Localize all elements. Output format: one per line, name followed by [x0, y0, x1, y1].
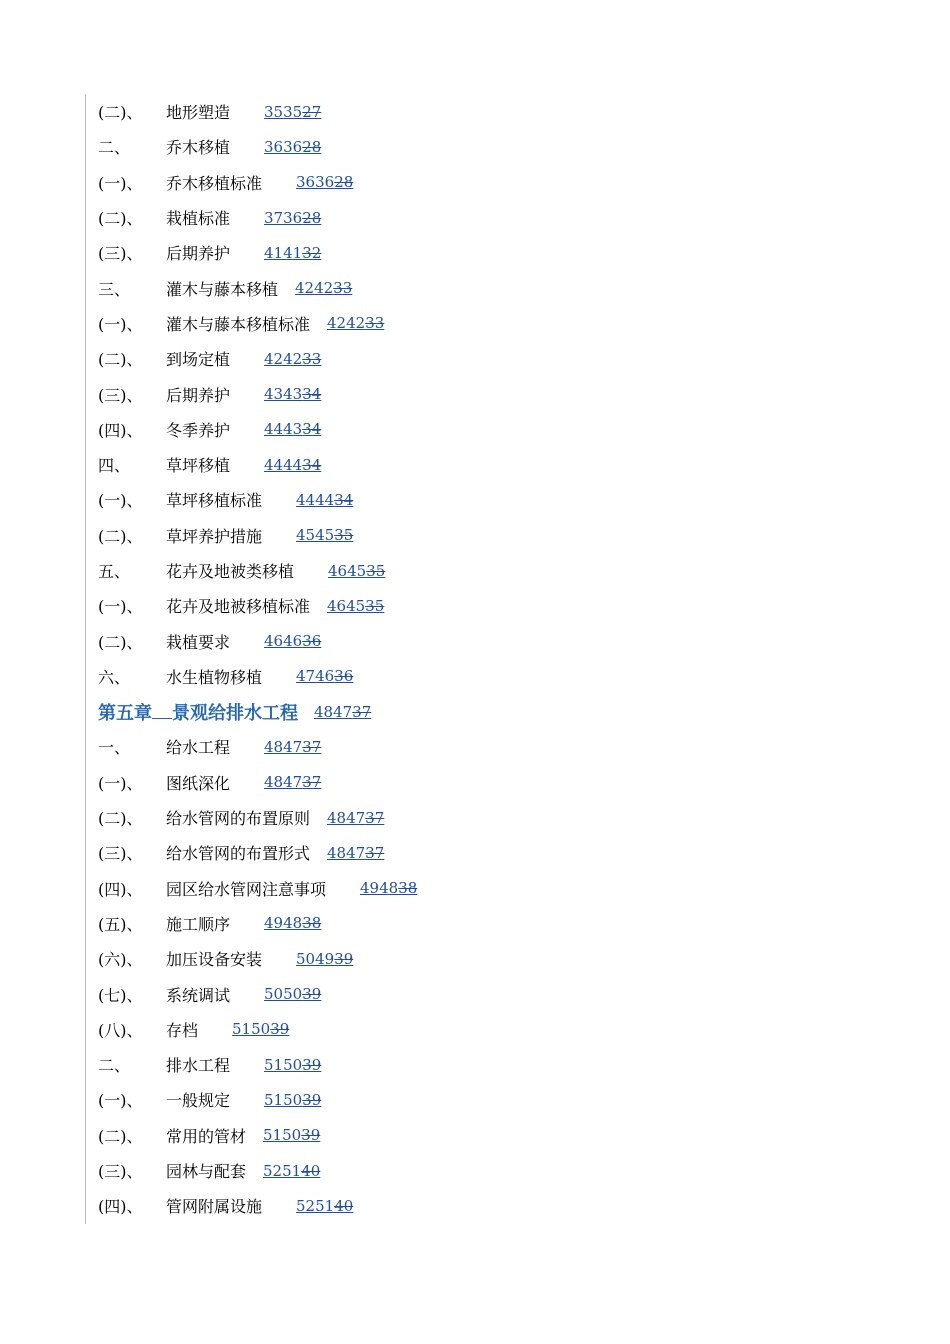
entry-number: (一)、: [98, 314, 143, 334]
page-number-new: 4444: [264, 455, 303, 474]
page-number-old: 35: [365, 596, 385, 615]
page-number-old: 39: [270, 1020, 290, 1039]
page-number-link[interactable]: [264, 914, 321, 932]
page-number-old: 38: [302, 914, 322, 933]
page-number-link[interactable]: [264, 138, 321, 156]
entry-number: (四)、: [98, 879, 143, 899]
entry-number: (三)、: [98, 844, 143, 864]
page-number-new: 4141: [264, 243, 303, 262]
page-number-new: 5049: [296, 949, 335, 968]
page-number-link[interactable]: [264, 350, 321, 368]
entry-title: 给水工程: [166, 738, 231, 758]
entry-title: 常用的管材: [166, 1126, 247, 1146]
page-number-old: 37: [352, 702, 372, 721]
page-number-old: 37: [302, 773, 322, 792]
page-number-old: 39: [301, 1126, 321, 1145]
toc-entry[interactable]: [85, 447, 685, 482]
entry-title: 图纸深化: [166, 773, 231, 793]
entry-title: 草坪移植标准: [166, 491, 263, 511]
entry-number: (二)、: [98, 350, 143, 370]
page-number-new: 5150: [264, 1055, 303, 1074]
page-number-old: 39: [302, 1090, 322, 1109]
page-number-new: 5251: [296, 1196, 335, 1215]
page-number-new: 5150: [232, 1020, 271, 1039]
page-number-new: 5050: [264, 985, 303, 1004]
page-number-new: 4645: [327, 596, 366, 615]
page-number-old: 40: [334, 1196, 354, 1215]
page-number-link[interactable]: [264, 773, 321, 791]
page-number-link[interactable]: [328, 562, 385, 580]
entry-title: 栽植标准: [166, 209, 231, 229]
entry-title: 存档: [166, 1020, 199, 1040]
page-number-link[interactable]: [264, 632, 321, 650]
chapter-name: 景观给排水工程: [172, 702, 298, 724]
toc-entry[interactable]: [85, 1118, 685, 1153]
page-number-new: 4646: [264, 632, 303, 651]
toc-entry[interactable]: [85, 200, 685, 235]
entry-number: (五)、: [98, 914, 143, 934]
entry-number: (一)、: [98, 773, 143, 793]
toc-entry[interactable]: [85, 1012, 685, 1047]
page-number-link[interactable]: [263, 1126, 320, 1144]
toc-entry[interactable]: [85, 553, 685, 588]
page-number-link[interactable]: [264, 420, 321, 438]
entry-number: (三)、: [98, 244, 143, 264]
page-number-new: 4242: [327, 314, 366, 333]
page-number-old: 28: [302, 137, 322, 156]
toc-entry[interactable]: [85, 235, 685, 270]
page-number-link[interactable]: [295, 279, 352, 297]
page-number-new: 4242: [295, 279, 334, 298]
toc-entry[interactable]: [85, 941, 685, 976]
toc-entry[interactable]: [85, 165, 685, 200]
toc-entry[interactable]: [85, 800, 685, 835]
page-number-link[interactable]: [327, 809, 384, 827]
entry-number: (八)、: [98, 1020, 143, 1040]
toc-entry[interactable]: [85, 1082, 685, 1117]
page-number-link[interactable]: [327, 844, 384, 862]
toc-entry[interactable]: [85, 588, 685, 623]
page-number-link[interactable]: [264, 738, 321, 756]
entry-title: 排水工程: [166, 1056, 231, 1076]
entry-number: (三)、: [98, 385, 143, 405]
page-number-old: 36: [302, 632, 322, 651]
table-of-contents: [85, 94, 685, 1224]
entry-number: 二、: [98, 1056, 131, 1076]
page-number-new: 4847: [264, 737, 303, 756]
page-number-new: 4847: [327, 808, 366, 827]
toc-entry[interactable]: [85, 306, 685, 341]
page-number-new: 4746: [296, 667, 335, 686]
entry-title: 管网附属设施: [166, 1197, 263, 1217]
page-number-old: 36: [334, 667, 354, 686]
entry-number: (四)、: [98, 1197, 143, 1217]
entry-title: 一般规定: [166, 1091, 231, 1111]
entry-title: 灌木与藤本移植: [166, 279, 279, 299]
entry-title: 到场定植: [166, 350, 231, 370]
toc-entry[interactable]: [85, 518, 685, 553]
toc-entry[interactable]: [85, 129, 685, 164]
entry-title: 冬季养护: [166, 420, 231, 440]
page-number-link[interactable]: [296, 950, 353, 968]
entry-number: (四)、: [98, 420, 143, 440]
page-number-link[interactable]: [232, 1020, 289, 1038]
page-number-old: 38: [398, 879, 418, 898]
page-number-old: 34: [302, 385, 322, 404]
entry-number: 三、: [98, 279, 131, 299]
page-number-link[interactable]: [296, 173, 353, 191]
page-number-new: 3535: [264, 102, 303, 121]
toc-entry[interactable]: [85, 412, 685, 447]
chapter-number: 第五章: [98, 702, 152, 724]
page-number-link[interactable]: [327, 597, 384, 615]
page-number-new: 4847: [327, 843, 366, 862]
page-number-new: 3636: [264, 137, 303, 156]
entry-title: 园区给水管网注意事项: [166, 879, 327, 899]
entry-title: 草坪移植: [166, 456, 231, 476]
page-number-old: 27: [302, 102, 322, 121]
toc-entry[interactable]: [85, 659, 685, 694]
page-number-link[interactable]: [327, 314, 384, 332]
page-number-new: 5251: [263, 1161, 302, 1180]
toc-entry[interactable]: [85, 906, 685, 941]
entry-number: 五、: [98, 562, 131, 581]
entry-title: 草坪养护措施: [166, 526, 263, 546]
entry-title: 乔木移植: [166, 138, 231, 158]
page-number-link[interactable]: [314, 703, 371, 721]
page-number-old: 39: [302, 985, 322, 1004]
entry-number: (一)、: [98, 173, 143, 193]
toc-entry[interactable]: [85, 482, 685, 517]
page-number-old: 28: [334, 173, 354, 192]
entry-number: (二)、: [98, 632, 143, 652]
entry-title: 灌木与藤本移植标准: [166, 314, 311, 334]
page-number-old: 34: [302, 455, 322, 474]
page-number-new: 4545: [296, 526, 335, 545]
toc-entry[interactable]: [85, 1047, 685, 1082]
chapter-separator: [152, 704, 172, 719]
page-number-old: 37: [365, 808, 385, 827]
page-number-new: 3736: [264, 208, 303, 227]
entry-number: (一)、: [98, 1091, 143, 1111]
toc-entry[interactable]: [85, 341, 685, 376]
toc-entry[interactable]: [85, 623, 685, 658]
page-number-new: 4242: [264, 349, 303, 368]
page-number-old: 37: [365, 843, 385, 862]
entry-title: 水生植物移植: [166, 667, 263, 687]
page-number-old: 33: [302, 349, 322, 368]
page-number-old: 39: [334, 949, 354, 968]
page-number-new: 5150: [264, 1090, 303, 1109]
page-number-old: 40: [301, 1161, 321, 1180]
entry-number: (二)、: [98, 103, 143, 123]
entry-title: 后期养护: [166, 385, 231, 405]
entry-number: (二)、: [98, 1126, 143, 1146]
page-number-link[interactable]: [264, 1091, 321, 1109]
entry-number: (一)、: [98, 491, 143, 511]
entry-title: 乔木移植标准: [166, 173, 263, 193]
toc-chapter-heading[interactable]: [85, 694, 685, 729]
entry-number: (二)、: [98, 526, 143, 546]
page-number-link[interactable]: [296, 491, 353, 509]
entry-number: (三)、: [98, 1162, 143, 1182]
page-number-link[interactable]: [296, 667, 353, 685]
page-number-link[interactable]: [264, 385, 321, 403]
entry-title: 给水管网的布置形式: [166, 844, 311, 864]
page-number-old: 33: [365, 314, 385, 333]
page-number-new: 4847: [314, 702, 353, 721]
entry-number: 二、: [98, 138, 131, 158]
page-number-link[interactable]: [264, 244, 321, 262]
toc-entry[interactable]: [85, 835, 685, 870]
entry-title: 园林与配套: [166, 1162, 247, 1182]
page-number-old: 34: [302, 420, 322, 439]
entry-number: 四、: [98, 456, 131, 476]
page-number-link[interactable]: [263, 1162, 320, 1180]
page-number-new: 4443: [264, 420, 303, 439]
page-number-link[interactable]: [264, 1056, 321, 1074]
chapter-title: [98, 699, 298, 725]
page-number-old: 34: [334, 490, 354, 509]
page-number-link[interactable]: [264, 103, 321, 121]
page-number-new: 4948: [264, 914, 303, 933]
page-number-new: 4948: [360, 879, 399, 898]
page-number-old: 33: [333, 279, 353, 298]
entry-title: 地形塑造: [166, 103, 231, 123]
toc-entry[interactable]: [85, 270, 685, 305]
page-number-new: 5150: [263, 1126, 302, 1145]
page-number-old: 28: [302, 208, 322, 227]
entry-title: 系统调试: [166, 985, 231, 1005]
page-number-new: 4343: [264, 385, 303, 404]
page-number-link[interactable]: [264, 985, 321, 1003]
entry-number: 一、: [98, 738, 131, 758]
page-number-old: 35: [366, 561, 386, 580]
entry-number: (二)、: [98, 809, 143, 829]
page-number-old: 32: [302, 243, 322, 262]
entry-title: 花卉及地被移植标准: [166, 597, 311, 617]
entry-title: 加压设备安装: [166, 950, 263, 970]
toc-entry[interactable]: [85, 1188, 685, 1223]
page-number-link[interactable]: [296, 526, 353, 544]
page-number-new: 4847: [264, 773, 303, 792]
entry-title: 后期养护: [166, 244, 231, 264]
entry-number: (二)、: [98, 209, 143, 229]
entry-title: 花卉及地被类移植: [166, 562, 295, 581]
page-number-new: 4645: [328, 561, 367, 580]
toc-entry[interactable]: [85, 1153, 685, 1188]
toc-entry[interactable]: [85, 376, 685, 411]
page-number-link[interactable]: [360, 879, 417, 897]
entry-number: (六)、: [98, 950, 143, 970]
toc-entry[interactable]: [85, 871, 685, 906]
toc-entry[interactable]: [85, 765, 685, 800]
toc-entry[interactable]: [85, 976, 685, 1011]
toc-entry[interactable]: [85, 729, 685, 764]
entry-title: 栽植要求: [166, 632, 231, 652]
page-number-link[interactable]: [264, 209, 321, 227]
entry-number: (七)、: [98, 985, 143, 1005]
page-number-old: 39: [302, 1055, 322, 1074]
page-number-new: 3636: [296, 173, 335, 192]
toc-entry[interactable]: [85, 94, 685, 129]
entry-title: 给水管网的布置原则: [166, 809, 311, 829]
page-number-old: 37: [302, 737, 322, 756]
page-number-new: 4444: [296, 490, 335, 509]
entry-number: (一)、: [98, 597, 143, 617]
page-number-link[interactable]: [264, 456, 321, 474]
page-number-old: 35: [334, 526, 354, 545]
entry-title: 施工顺序: [166, 914, 231, 934]
entry-number: 六、: [98, 667, 131, 687]
page-number-link[interactable]: [296, 1197, 353, 1215]
